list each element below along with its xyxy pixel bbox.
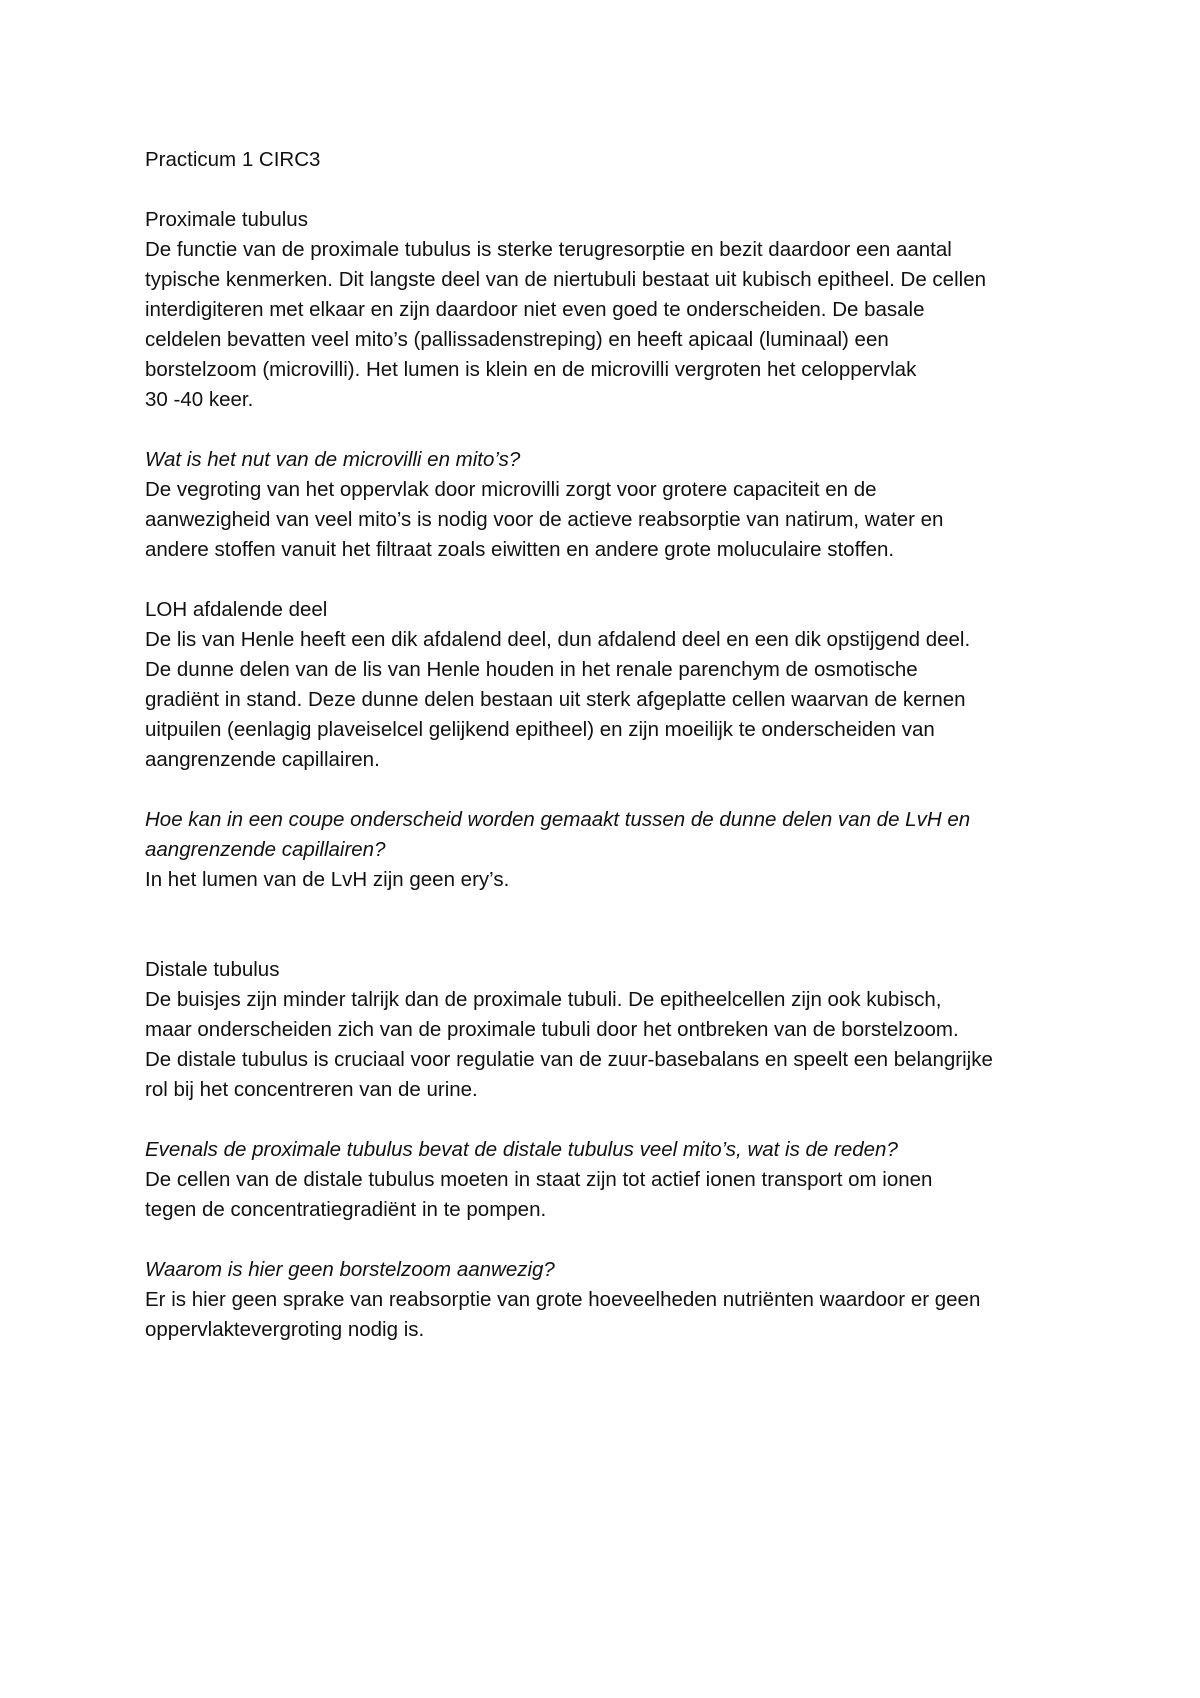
- answer-line: In het lumen van de LvH zijn geen ery’s.: [145, 868, 510, 891]
- paragraph-line: De buisjes zijn minder talrijk dan de proximale tubuli. De epitheelcellen zijn ook kubisch,: [145, 988, 942, 1011]
- spacer: [145, 565, 1075, 595]
- paragraph-line: De functie van de proximale tubulus is sterke terugresorptie en bezit daardoor een aantal: [145, 238, 952, 261]
- paragraph-line: gradiënt in stand. Deze dunne delen bestaan uit sterk afgeplatte cellen waarvan de kernen: [145, 688, 966, 711]
- paragraph-line: 30 -40 keer.: [145, 388, 254, 411]
- paragraph-line: maar onderscheiden zich van de proximale tubuli door het ontbreken van de borstelzoom.: [145, 1018, 959, 1041]
- spacer: [145, 1225, 1075, 1255]
- paragraph-line: borstelzoom (microvilli). Het lumen is klein en de microvilli vergroten het celoppervlak: [145, 358, 917, 381]
- paragraph-line: uitpuilen (eenlagig plaveiselcel gelijkend epitheel) en zijn moeilijk te onderscheiden van: [145, 718, 935, 741]
- question-coupe-onderscheid: Hoe kan in een coupe onderscheid worden gemaakt tussen de dunne delen van de LvH en: [145, 808, 971, 831]
- spacer: [145, 175, 1075, 205]
- section-heading-proximale-tubulus: Proximale tubulus: [145, 208, 308, 231]
- paragraph-line: De lis van Henle heeft een dik afdalend deel, dun afdalend deel en een dik opstijgend deel.: [145, 628, 971, 651]
- spacer: [145, 775, 1075, 805]
- document-title: Practicum 1 CIRC3: [145, 148, 321, 171]
- spacer: [145, 415, 1075, 445]
- paragraph-line: typische kenmerken. Dit langste deel van de niertubuli bestaat uit kubisch epitheel. De cellen: [145, 268, 986, 291]
- question-borstelzoom: Waarom is hier geen borstelzoom aanwezig?: [145, 1258, 555, 1281]
- paragraph-line: De distale tubulus is cruciaal voor regulatie van de zuur-basebalans en speelt een belangrijke: [145, 1048, 993, 1071]
- paragraph-line: celdelen bevatten veel mito’s (pallissadenstreping) en heeft apicaal (luminaal) een: [145, 328, 889, 351]
- answer-line: De cellen van de distale tubulus moeten in staat zijn tot actief ionen transport om ionen: [145, 1168, 933, 1191]
- question-coupe-onderscheid: aangrenzende capillairen?: [145, 838, 386, 861]
- section-heading-loh-afdalende-deel: LOH afdalende deel: [145, 598, 328, 621]
- answer-line: tegen de concentratiegradiënt in te pompen.: [145, 1198, 547, 1221]
- spacer: [145, 925, 1075, 955]
- paragraph-line: De dunne delen van de lis van Henle houden in het renale parenchym de osmotische: [145, 658, 918, 681]
- section-heading-distale-tubulus: Distale tubulus: [145, 958, 280, 981]
- answer-line: De vegroting van het oppervlak door microvilli zorgt voor grotere capaciteit en de: [145, 478, 877, 501]
- spacer: [145, 1105, 1075, 1135]
- document-content: [145, 145, 1075, 1345]
- answer-line: oppervlaktevergroting nodig is.: [145, 1318, 425, 1341]
- paragraph-line: rol bij het concentreren van de urine.: [145, 1078, 478, 1101]
- answer-line: Er is hier geen sprake van reabsorptie van grote hoeveelheden nutriënten waardoor er geen: [145, 1288, 981, 1311]
- answer-line: aanwezigheid van veel mito’s is nodig voor de actieve reabsorptie van natirum, water en: [145, 508, 944, 531]
- paragraph-line: interdigiteren met elkaar en zijn daardoor niet even goed te onderscheiden. De basale: [145, 298, 925, 321]
- paragraph-line: aangrenzende capillairen.: [145, 748, 380, 771]
- spacer: [145, 895, 1075, 925]
- question-mitos-reden: Evenals de proximale tubulus bevat de distale tubulus veel mito’s, wat is de reden?: [145, 1138, 898, 1161]
- answer-line: andere stoffen vanuit het filtraat zoals eiwitten en andere grote moluculaire stoffen.: [145, 538, 895, 561]
- question-microvilli: Wat is het nut van de microvilli en mito’s?: [145, 448, 521, 471]
